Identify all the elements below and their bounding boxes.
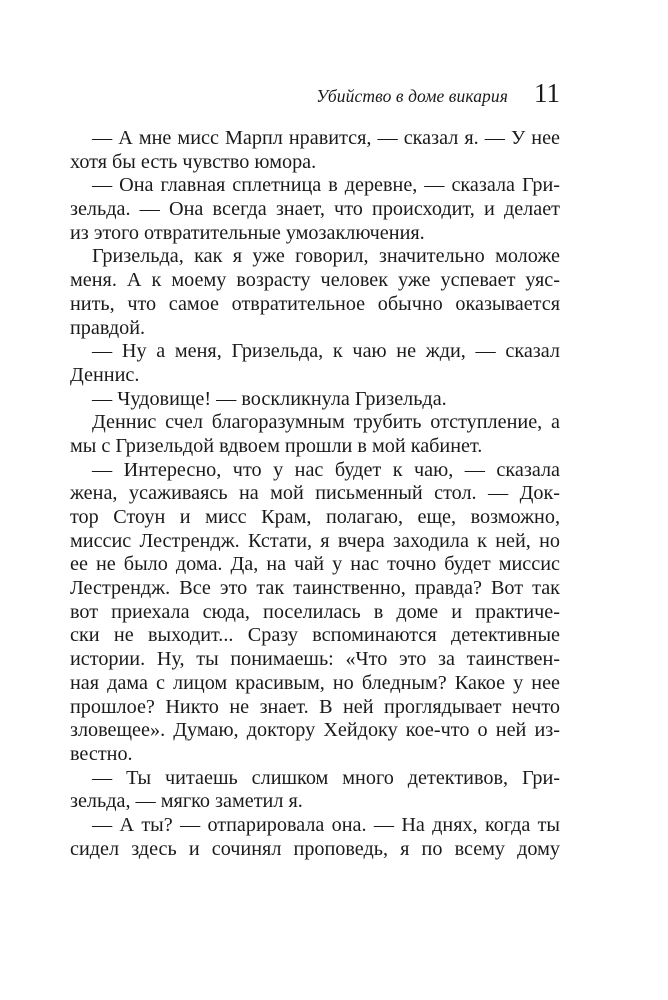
- running-title: Убийство в доме викария: [316, 86, 508, 106]
- text-line: — Ты читаешь слишком много детективов, Гри-: [92, 766, 560, 789]
- text-line: — А мне мисс Марпл нравится, — сказал я. — У нее: [92, 127, 560, 149]
- text-line: ски не выходит... Сразу вспоминаются детективные: [70, 624, 560, 647]
- text-line: Деннис счел благоразумным трубить отступление, а: [92, 411, 560, 434]
- text-line: из этого отвратительные умозаключения.: [70, 221, 425, 244]
- running-head: [316, 80, 560, 107]
- text-line: истории. Ну, ты понимаешь: «Что это за таинствен-: [70, 648, 560, 671]
- text-line: сидел здесь и сочинял проповедь, я по всему дому: [70, 837, 560, 860]
- text-line: — А ты? — отпарировала она. — На днях, когда ты: [92, 813, 560, 836]
- text-line: вот приехала сюда, поселилась в доме и практиче-: [70, 600, 560, 623]
- page-number: 11: [534, 78, 560, 108]
- text-line: зловещее». Думаю, доктору Хейдоку кое-что о ней из-: [70, 719, 560, 742]
- text-line: зельда, — мягко заметил я.: [70, 790, 303, 813]
- text-line: хотя бы есть чувство юмора.: [70, 150, 317, 173]
- text-line: правдой.: [70, 316, 146, 339]
- text-line: жена, усаживаясь на мой письменный стол. — Док-: [70, 482, 560, 505]
- text-line: миссис Лестрендж. Кстати, я вчера заходила к ней, но: [70, 529, 560, 552]
- text-line: прошлое? Никто не знает. В ней проглядывает нечто: [70, 695, 560, 718]
- text-line: — Чудовище! — воскликнула Гризельда.: [92, 387, 447, 410]
- text-line: меня. А к моему возрасту человек уже успевает уяс-: [70, 269, 560, 292]
- text-line: Деннис.: [70, 363, 140, 386]
- text-line: мы с Гризельдой вдвоем прошли в мой кабинет.: [70, 434, 483, 457]
- text-line: тор Стоун и мисс Крам, полагаю, еще, возможно,: [70, 506, 560, 528]
- text-line: ная дама с лицом красивым, но бледным? Какое у нее: [70, 671, 560, 694]
- text-line: вестно.: [70, 742, 133, 765]
- text-line: — Она главная сплетница в деревне, — сказала Гри-: [92, 174, 560, 197]
- text-line: — Ну а меня, Гризельда, к чаю не жди, — сказал: [92, 340, 560, 363]
- text-line: зельда. — Она всегда знает, что происходит, и делает: [70, 198, 560, 221]
- text-line: Гризельда, как я уже говорил, значительно моложе: [92, 245, 560, 268]
- text-line: ее не было дома. Да, на чай у нас точно будет миссис: [70, 553, 560, 576]
- text-line: Лестрендж. Все это так таинственно, правда? Вот так: [70, 577, 560, 600]
- text-line: — Интересно, что у нас будет к чаю, — сказала: [92, 458, 560, 481]
- text-line: нить, что самое отвратительное обычно оказывается: [70, 292, 560, 315]
- body-text: [70, 127, 560, 861]
